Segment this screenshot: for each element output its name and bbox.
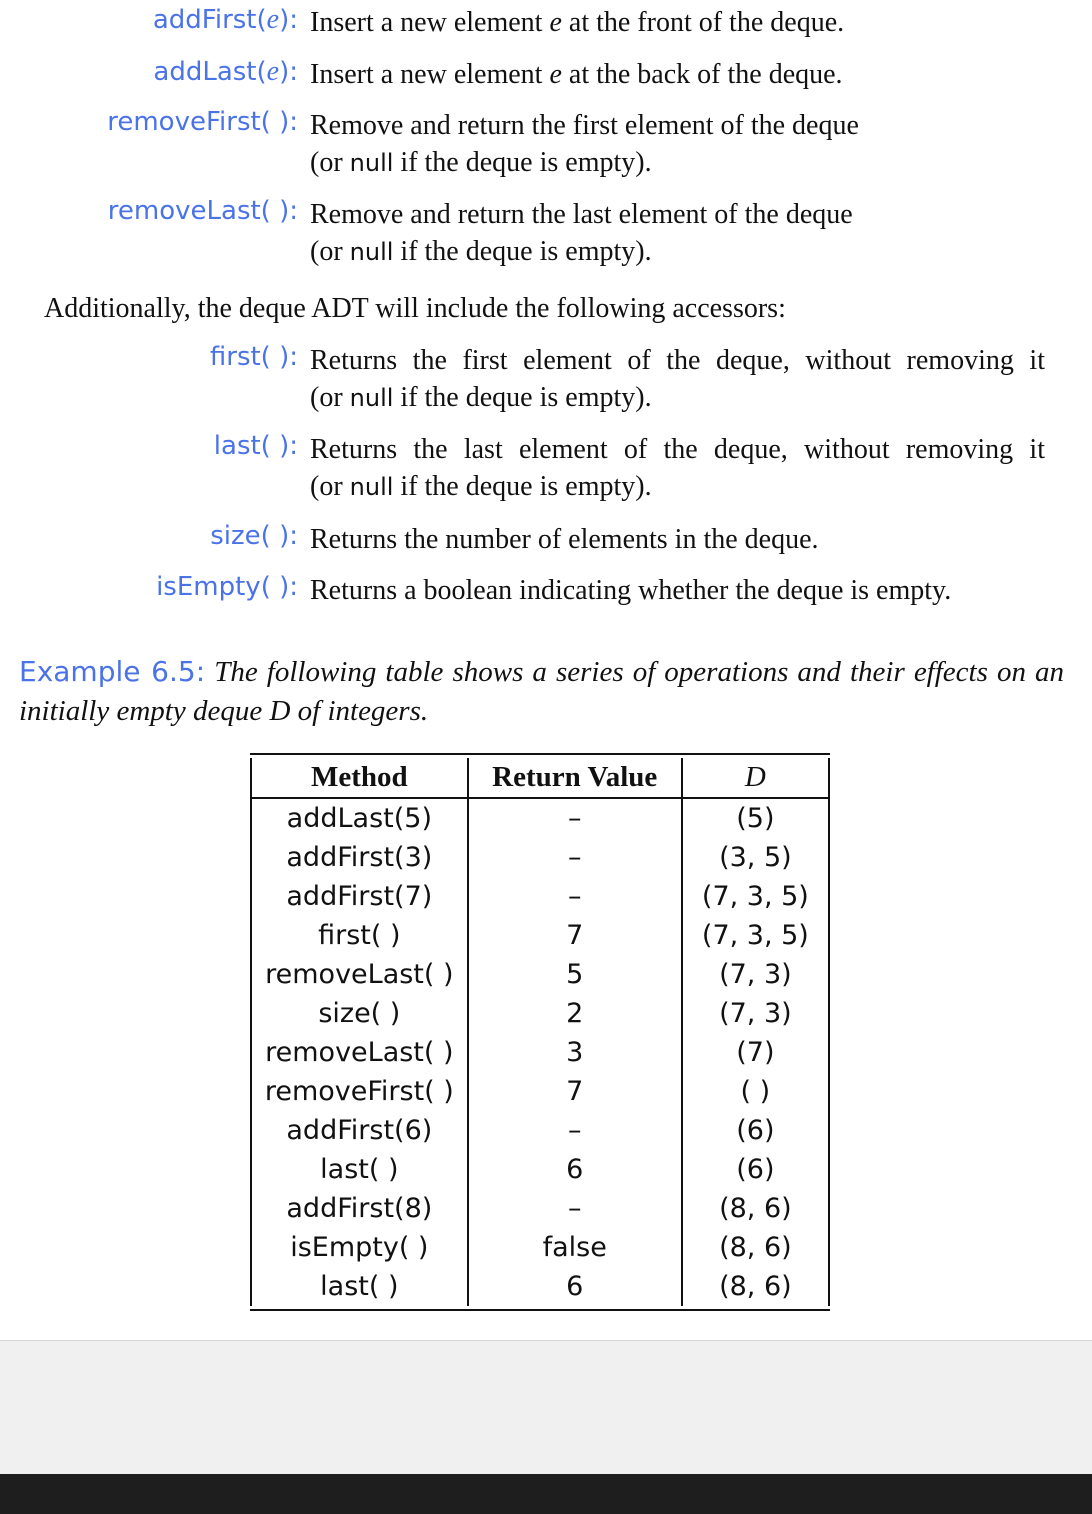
cell-method-text: addFirst(3) xyxy=(286,842,433,873)
cell-d xyxy=(682,1072,829,1111)
cell-return-value-text: – xyxy=(567,803,582,834)
cell-return-value-text: – xyxy=(567,881,582,912)
cell-return-value xyxy=(468,1072,682,1111)
example-label: Example 6.5: xyxy=(19,655,206,688)
cell-return-value-text: false xyxy=(542,1232,607,1263)
table-row xyxy=(251,1150,829,1189)
table-row xyxy=(251,1033,829,1072)
cell-d-text: (7, 3, 5) xyxy=(701,920,809,951)
op-description: Insert a new element e at the back of the deque. xyxy=(310,59,843,90)
cell-return-value-text: 7 xyxy=(566,920,584,951)
cell-d-text: (6) xyxy=(736,1115,775,1146)
cell-method-text: addFirst(6) xyxy=(286,1115,433,1146)
cell-return-value-text: 7 xyxy=(566,1076,584,1107)
table xyxy=(250,758,830,1306)
op-description: Returns the first element of the deque, without removing it (or null if the deque is empty). xyxy=(310,345,1045,413)
example-text: The following table shows a series of operations and their effects on an initially empty deque D of integers. xyxy=(19,656,1065,727)
cell-d xyxy=(682,1189,829,1228)
table-row xyxy=(251,1228,829,1267)
cell-return-value xyxy=(468,955,682,994)
accessors-intro: Additionally, the deque ADT will include the following accessors: xyxy=(44,293,786,324)
table-row xyxy=(251,1072,829,1111)
cell-d-text: (3, 5) xyxy=(719,842,792,873)
cell-method-text: removeLast( ) xyxy=(265,959,454,990)
cell-return-value xyxy=(468,1033,682,1072)
cell-d-text: (7, 3) xyxy=(719,959,792,990)
cell-d xyxy=(682,1267,829,1306)
cell-d-text: (6) xyxy=(736,1154,775,1185)
table-row xyxy=(251,994,829,1033)
cell-d-text: ( ) xyxy=(740,1076,771,1107)
cell-return-value xyxy=(468,877,682,916)
table-row xyxy=(251,838,829,877)
table-row xyxy=(251,798,829,838)
cell-d-text: (8, 6) xyxy=(719,1232,792,1263)
table-body xyxy=(251,798,829,1306)
cell-method-text: last( ) xyxy=(320,1271,399,1302)
cell-method xyxy=(251,1189,468,1228)
cell-return-value xyxy=(468,916,682,955)
bottom-panel xyxy=(0,1340,1092,1475)
cell-method xyxy=(251,1228,468,1267)
cell-method xyxy=(251,916,468,955)
cell-method xyxy=(251,877,468,916)
op-name: size( ): xyxy=(210,521,298,551)
cell-method-text: removeFirst( ) xyxy=(264,1076,454,1107)
cell-return-value xyxy=(468,1150,682,1189)
table-header-row xyxy=(251,758,829,798)
cell-d xyxy=(682,1111,829,1150)
op-description: Returns the number of elements in the deque. xyxy=(310,524,819,555)
table-row xyxy=(251,877,829,916)
cell-d xyxy=(682,916,829,955)
op-name: addFirst(e): xyxy=(152,4,298,35)
table-row xyxy=(251,916,829,955)
table-row xyxy=(251,1189,829,1228)
cell-return-value-text: – xyxy=(567,842,582,873)
op-description: Returns the last element of the deque, without removing it (or null if the deque is empty). xyxy=(310,434,1045,502)
cell-d xyxy=(682,955,829,994)
cell-d xyxy=(682,798,829,838)
cell-d xyxy=(682,877,829,916)
table-row xyxy=(251,1267,829,1306)
header-return-value: Return Value xyxy=(468,758,682,798)
cell-method xyxy=(251,1267,468,1306)
bottom-bar xyxy=(0,1474,1092,1514)
cell-method-text: first( ) xyxy=(318,920,401,951)
cell-method xyxy=(251,1033,468,1072)
cell-method-text: removeLast( ) xyxy=(265,1037,454,1068)
cell-method-text: isEmpty( ) xyxy=(290,1232,429,1263)
op-description: Remove and return the last element of the deque (or null if the deque is empty). xyxy=(310,199,853,267)
cell-return-value-text: 2 xyxy=(566,998,584,1029)
cell-d-text: (8, 6) xyxy=(719,1193,792,1224)
cell-return-value-text: – xyxy=(567,1193,582,1224)
cell-return-value-text: 5 xyxy=(566,959,584,990)
cell-method xyxy=(251,1111,468,1150)
table-bottom-rule xyxy=(250,1309,830,1311)
cell-d-text: (8, 6) xyxy=(719,1271,792,1302)
cell-d-text: (7, 3) xyxy=(719,998,792,1029)
cell-return-value xyxy=(468,1228,682,1267)
cell-return-value-text: 3 xyxy=(566,1037,584,1068)
cell-method xyxy=(251,955,468,994)
cell-return-value xyxy=(468,838,682,877)
cell-d xyxy=(682,1033,829,1072)
cell-d xyxy=(682,1228,829,1267)
op-description: Insert a new element e at the front of the deque. xyxy=(310,7,845,38)
op-name: isEmpty( ): xyxy=(156,572,298,602)
cell-return-value xyxy=(468,994,682,1033)
deque-operations-table xyxy=(250,753,830,1311)
cell-return-value-text: – xyxy=(567,1115,582,1146)
cell-method-text: addLast(5) xyxy=(286,803,432,834)
cell-method xyxy=(251,838,468,877)
cell-return-value xyxy=(468,798,682,838)
cell-d xyxy=(682,1150,829,1189)
cell-return-value xyxy=(468,1267,682,1306)
cell-method-text: addFirst(8) xyxy=(286,1193,433,1224)
cell-d-text: (7) xyxy=(736,1037,775,1068)
cell-method xyxy=(251,1150,468,1189)
cell-d-text: (5) xyxy=(736,803,775,834)
cell-return-value-text: 6 xyxy=(566,1271,584,1302)
header-method: Method xyxy=(251,758,468,798)
example-caption xyxy=(19,652,1064,731)
cell-method-text: addFirst(7) xyxy=(286,881,433,912)
op-name: last( ): xyxy=(213,431,298,461)
cell-d xyxy=(682,994,829,1033)
header-d: D xyxy=(682,758,829,798)
op-name: removeFirst( ): xyxy=(107,107,298,137)
cell-d xyxy=(682,838,829,877)
table-row xyxy=(251,955,829,994)
op-name: first( ): xyxy=(209,342,298,372)
table-row xyxy=(251,1111,829,1150)
cell-method-text: last( ) xyxy=(320,1154,399,1185)
cell-return-value-text: 6 xyxy=(566,1154,584,1185)
cell-method xyxy=(251,994,468,1033)
cell-method-text: size( ) xyxy=(318,998,401,1029)
cell-return-value xyxy=(468,1111,682,1150)
op-name: addLast(e): xyxy=(153,56,298,87)
cell-return-value xyxy=(468,1189,682,1228)
cell-method xyxy=(251,1072,468,1111)
op-description: Returns a boolean indicating whether the deque is empty. xyxy=(310,575,952,606)
op-name: removeLast( ): xyxy=(107,196,298,226)
cell-method xyxy=(251,798,468,838)
op-description: Remove and return the first element of the deque (or null if the deque is empty). xyxy=(310,110,859,178)
cell-d-text: (7, 3, 5) xyxy=(701,881,809,912)
